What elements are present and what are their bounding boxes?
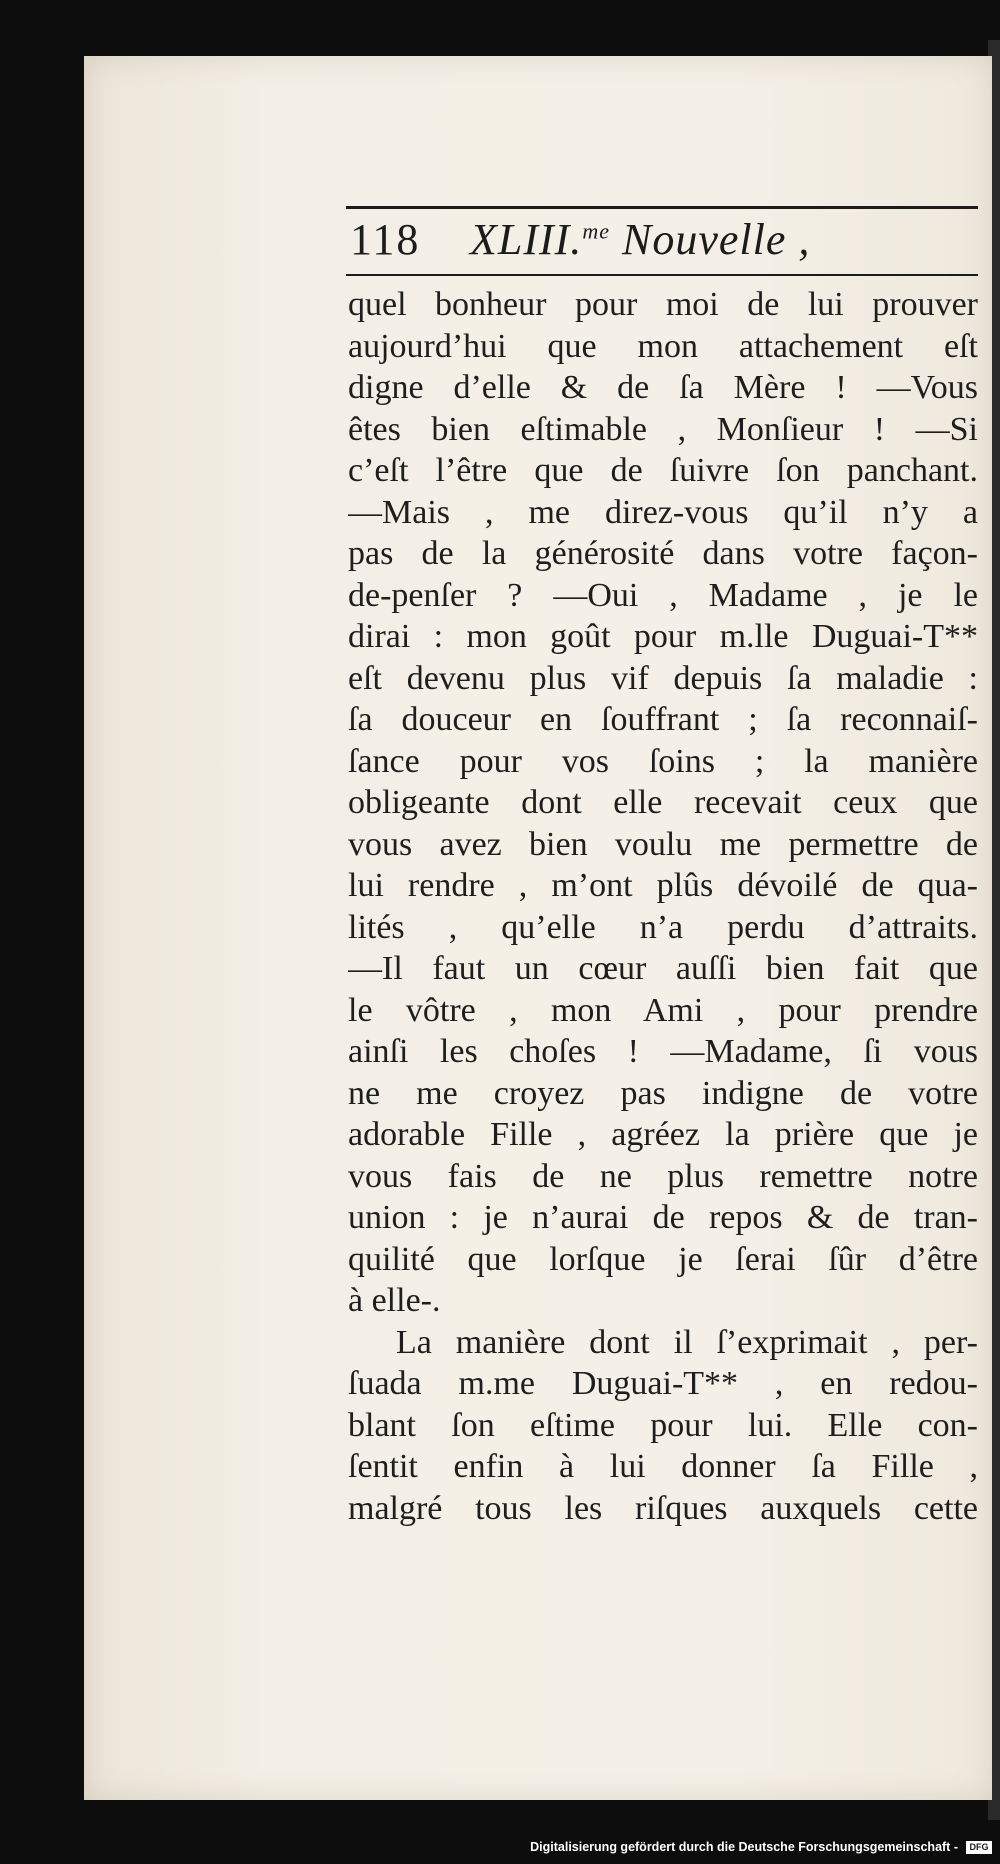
text-line: —Mais , me direz-vous qu’il n’y a	[348, 493, 978, 531]
text-line: obligeante dont elle recevait ceux que	[348, 784, 978, 821]
text-line: ſa douceur en ſouffrant ; ſa reconnaiſ-	[348, 701, 978, 738]
text-line: quel bonheur pour moi de lui prouver	[348, 286, 978, 323]
text-line: lui rendre , m’ont plûs dévoilé de qua-	[348, 867, 978, 904]
text-line: union : je n’aurai de repos & de tran-	[348, 1199, 978, 1236]
text-line: le vôtre , mon Ami , pour prendre	[348, 991, 978, 1029]
text-line: vous avez bien voulu me permettre de	[348, 825, 978, 863]
text-line: ſance pour vos ſoins ; la manière	[348, 742, 978, 780]
text-line: dirai : mon goût pour m.lle Duguai-T**	[348, 618, 978, 655]
text-line: blant ſon eſtime pour lui. Elle con-	[348, 1406, 978, 1444]
text-line: quilité que lorſque je ſerai ſûr d’être	[348, 1240, 978, 1278]
text-line: êtes bien eſtimable , Monſieur ! —Si	[348, 410, 978, 448]
text-line: ainſi les choſes ! —Madame, ſi vous	[348, 1033, 978, 1070]
running-title-main: XLIII.	[470, 215, 583, 264]
page-number: 118	[350, 215, 421, 264]
text-line: pas de la générosité dans votre façon-	[348, 535, 978, 572]
running-title-rest: Nouvelle ,	[609, 215, 811, 264]
digitization-credit: Digitalisierung gefördert durch die Deutsche Forschungsgemeinschaft -	[530, 1840, 958, 1854]
running-title	[470, 214, 810, 265]
text-line: ne me croyez pas indigne de votre	[348, 1074, 978, 1112]
text-line: eſt devenu plus vif depuis ſa maladie :	[348, 659, 978, 697]
text-line: c’eſt l’être que de ſuivre ſon panchant.	[348, 452, 978, 489]
text-line: à elle-.	[348, 1282, 441, 1319]
dfg-logo: DFG	[966, 1841, 992, 1854]
text-line: de-penſer ? —Oui , Madame , je le	[348, 576, 978, 614]
text-line: aujourd’hui que mon attachement eſt	[348, 327, 978, 365]
text-line: adorable Fille , agréez la prière que je	[348, 1116, 978, 1153]
text-line: ſentit enfin à lui donner ſa Fille ,	[348, 1448, 978, 1485]
text-line: digne d’elle & de ſa Mère ! —Vous	[348, 369, 978, 406]
text-line: ſuada m.me Duguai-T** , en redou-	[348, 1365, 978, 1402]
running-title-sup: me	[582, 218, 610, 244]
header-rule-top	[346, 206, 978, 209]
header-rule-bottom	[346, 274, 978, 276]
text-line: lités , qu’elle n’a perdu d’attraits.	[348, 908, 978, 946]
body-text	[348, 284, 978, 1529]
text-line: vous fais de ne plus remettre notre	[348, 1157, 978, 1195]
text-line: malgré tous les riſques auxquels cette	[348, 1489, 978, 1527]
page-header	[350, 214, 980, 274]
text-line: La manière dont il ſ’exprimait , per-	[396, 1323, 978, 1361]
text-line: —Il faut un cœur auſſi bien fait que	[348, 950, 978, 987]
